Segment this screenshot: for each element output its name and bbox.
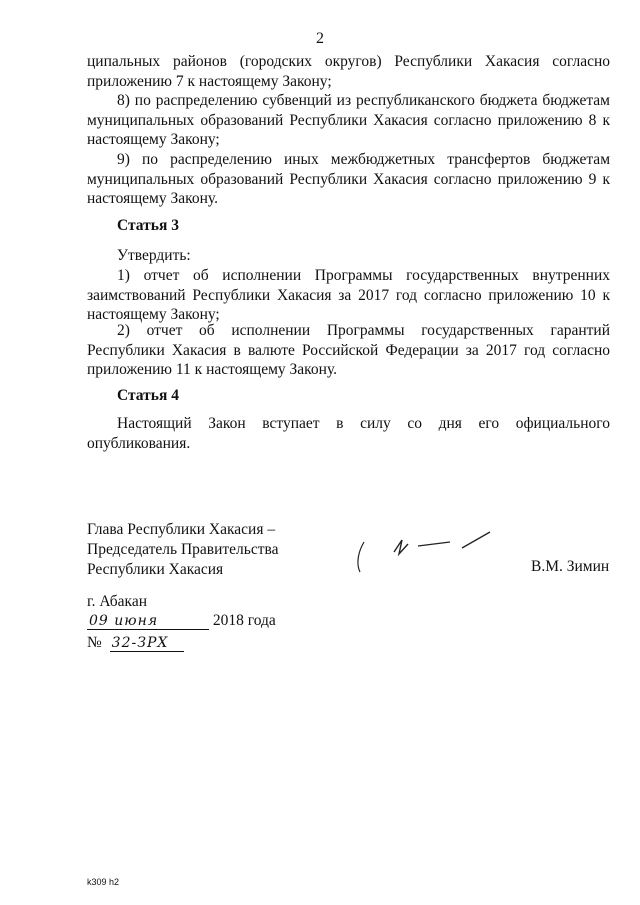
date-year: 2018 года xyxy=(212,612,276,629)
handwritten-signature xyxy=(350,520,510,590)
signatory-title-line: Республики Хакасия xyxy=(87,561,224,578)
paragraph-item-8: 8) по распределению субвенций из республиканского бюджета бюджетам муниципальных образований Республики Хакасия согласно приложению 8 к настоящему Закону; xyxy=(87,92,610,149)
handwritten-date: 09 июня xyxy=(87,613,209,630)
signatory-title xyxy=(87,520,279,580)
signatory-title-line: Председатель Правительства xyxy=(87,541,279,558)
number-line xyxy=(87,634,184,652)
article-4-text: Настоящий Закон вступает в силу со дня его официального опубликования. xyxy=(87,415,610,452)
signatory-name: В.М. Зимин xyxy=(531,558,610,575)
article-3-heading: Статья 3 xyxy=(117,217,179,234)
article-3-item-1: 1) отчет об исполнении Программы государственных внутренних заимствований Республики Хакасия за 2017 год согласно приложению 10 к настоящему Закону; xyxy=(87,267,610,324)
article-4-heading: Статья 4 xyxy=(117,387,179,404)
paragraph-item-9: 9) по распределению иных межбюджетных трансфертов бюджетам муниципальных образований Республики Хакасия согласно приложению 9 к настоящему Закону. xyxy=(87,151,610,208)
page-number: 2 xyxy=(316,30,324,47)
paragraph-continuation: ципальных районов (городских округов) Республики Хакасия согласно приложению 7 к настоящему Закону; xyxy=(87,53,610,90)
article-3-intro: Утвердить: xyxy=(117,247,191,264)
date-line xyxy=(87,612,276,630)
number-sign: № xyxy=(87,634,102,651)
signatory-title-line: Глава Республики Хакасия – xyxy=(87,521,276,538)
article-3-item-2: 2) отчет об исполнении Программы государственных гарантий Республики Хакасия в валюте Российской Федерации за 2017 год согласно приложению 11 к настоящему Закону. xyxy=(87,322,610,379)
handwritten-number: 32-ЗРХ xyxy=(110,635,184,652)
city: г. Абакан xyxy=(87,593,148,610)
footer-code: k309 h2 xyxy=(87,877,120,887)
